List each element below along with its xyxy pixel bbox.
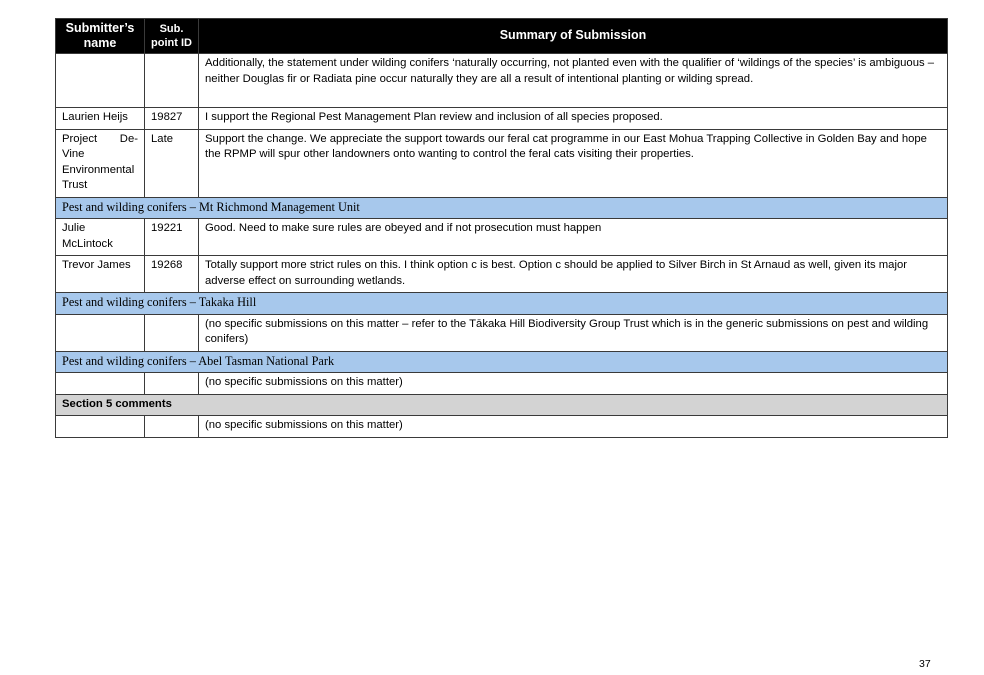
summary-cell: (no specific submissions on this matter): [199, 416, 948, 438]
sub-point-id-cell: 19221: [145, 219, 199, 256]
section-heading: Pest and wilding conifers – Mt Richmond Management Unit: [56, 197, 948, 219]
table-row: [56, 54, 948, 108]
submitter-name-cell: Laurien Heijs: [56, 108, 145, 130]
table-row: [56, 373, 948, 395]
sub-point-id-cell: [145, 416, 199, 438]
table-row: [56, 129, 948, 197]
summary-cell: Support the change. We appreciate the support towards our feral cat programme in our East Mohua Trapping Collective in Golden Bay and hope the RPMP will spur other landowners onto wanting to control the feral cats visiting their properties.: [199, 129, 948, 197]
summary-cell: (no specific submissions on this matter – refer to the Tākaka Hill Biodiversity Group Trust which is in the generic submissions on pest and wilding conifers): [199, 314, 948, 351]
summary-cell: Additionally, the statement under wilding conifers ‘naturally occurring, not planted even with the qualifier of ‘wildings of the species’ is ambiguous – neither Douglas fir or Radiata pine occur naturally they are all a result of intentional planting or wilding spread.: [199, 54, 948, 108]
submitter-name-cell: Trevor James: [56, 256, 145, 293]
submitter-name-cell: [56, 314, 145, 351]
summary-cell: (no specific submissions on this matter): [199, 373, 948, 395]
table-row: [56, 256, 948, 293]
submissions-table: [55, 18, 948, 438]
table-row: [56, 314, 948, 351]
table-row: [56, 108, 948, 130]
sub-point-id-cell: [145, 54, 199, 108]
section-heading: Pest and wilding conifers – Takaka Hill: [56, 293, 948, 315]
section-row-abel-tasman: [56, 351, 948, 373]
table-header-row: [56, 19, 948, 54]
section-row-mt-richmond: [56, 197, 948, 219]
sub-point-id-cell: [145, 314, 199, 351]
table-row: [56, 416, 948, 438]
table-row: [56, 219, 948, 256]
section-row-section-5: [56, 394, 948, 416]
header-sub-point-id: Sub. point ID: [145, 19, 199, 54]
sub-point-id-cell: 19827: [145, 108, 199, 130]
summary-cell: Good. Need to make sure rules are obeyed and if not prosecution must happen: [199, 219, 948, 256]
submitter-name-cell: Julie McLintock: [56, 219, 145, 256]
submitter-name-cell: Project De-Vine Environmental Trust: [56, 129, 145, 197]
summary-cell: Totally support more strict rules on this. I think option c is best. Option c should be applied to Silver Birch in St Arnaud as well, given its major adverse effect on surrounding wetlands.: [199, 256, 948, 293]
submitter-name-cell: [56, 373, 145, 395]
summary-cell: I support the Regional Pest Management Plan review and inclusion of all species proposed.: [199, 108, 948, 130]
sub-point-id-cell: Late: [145, 129, 199, 197]
section-heading: Pest and wilding conifers – Abel Tasman National Park: [56, 351, 948, 373]
submitter-name-cell: [56, 54, 145, 108]
sub-point-id-cell: [145, 373, 199, 395]
page-number: 37: [919, 658, 931, 670]
header-summary: Summary of Submission: [199, 19, 948, 54]
section-row-takaka-hill: [56, 293, 948, 315]
submitter-name-cell: [56, 416, 145, 438]
section-heading: Section 5 comments: [56, 394, 948, 416]
sub-point-id-cell: 19268: [145, 256, 199, 293]
header-submitter-name: Submitter’s name: [56, 19, 145, 54]
